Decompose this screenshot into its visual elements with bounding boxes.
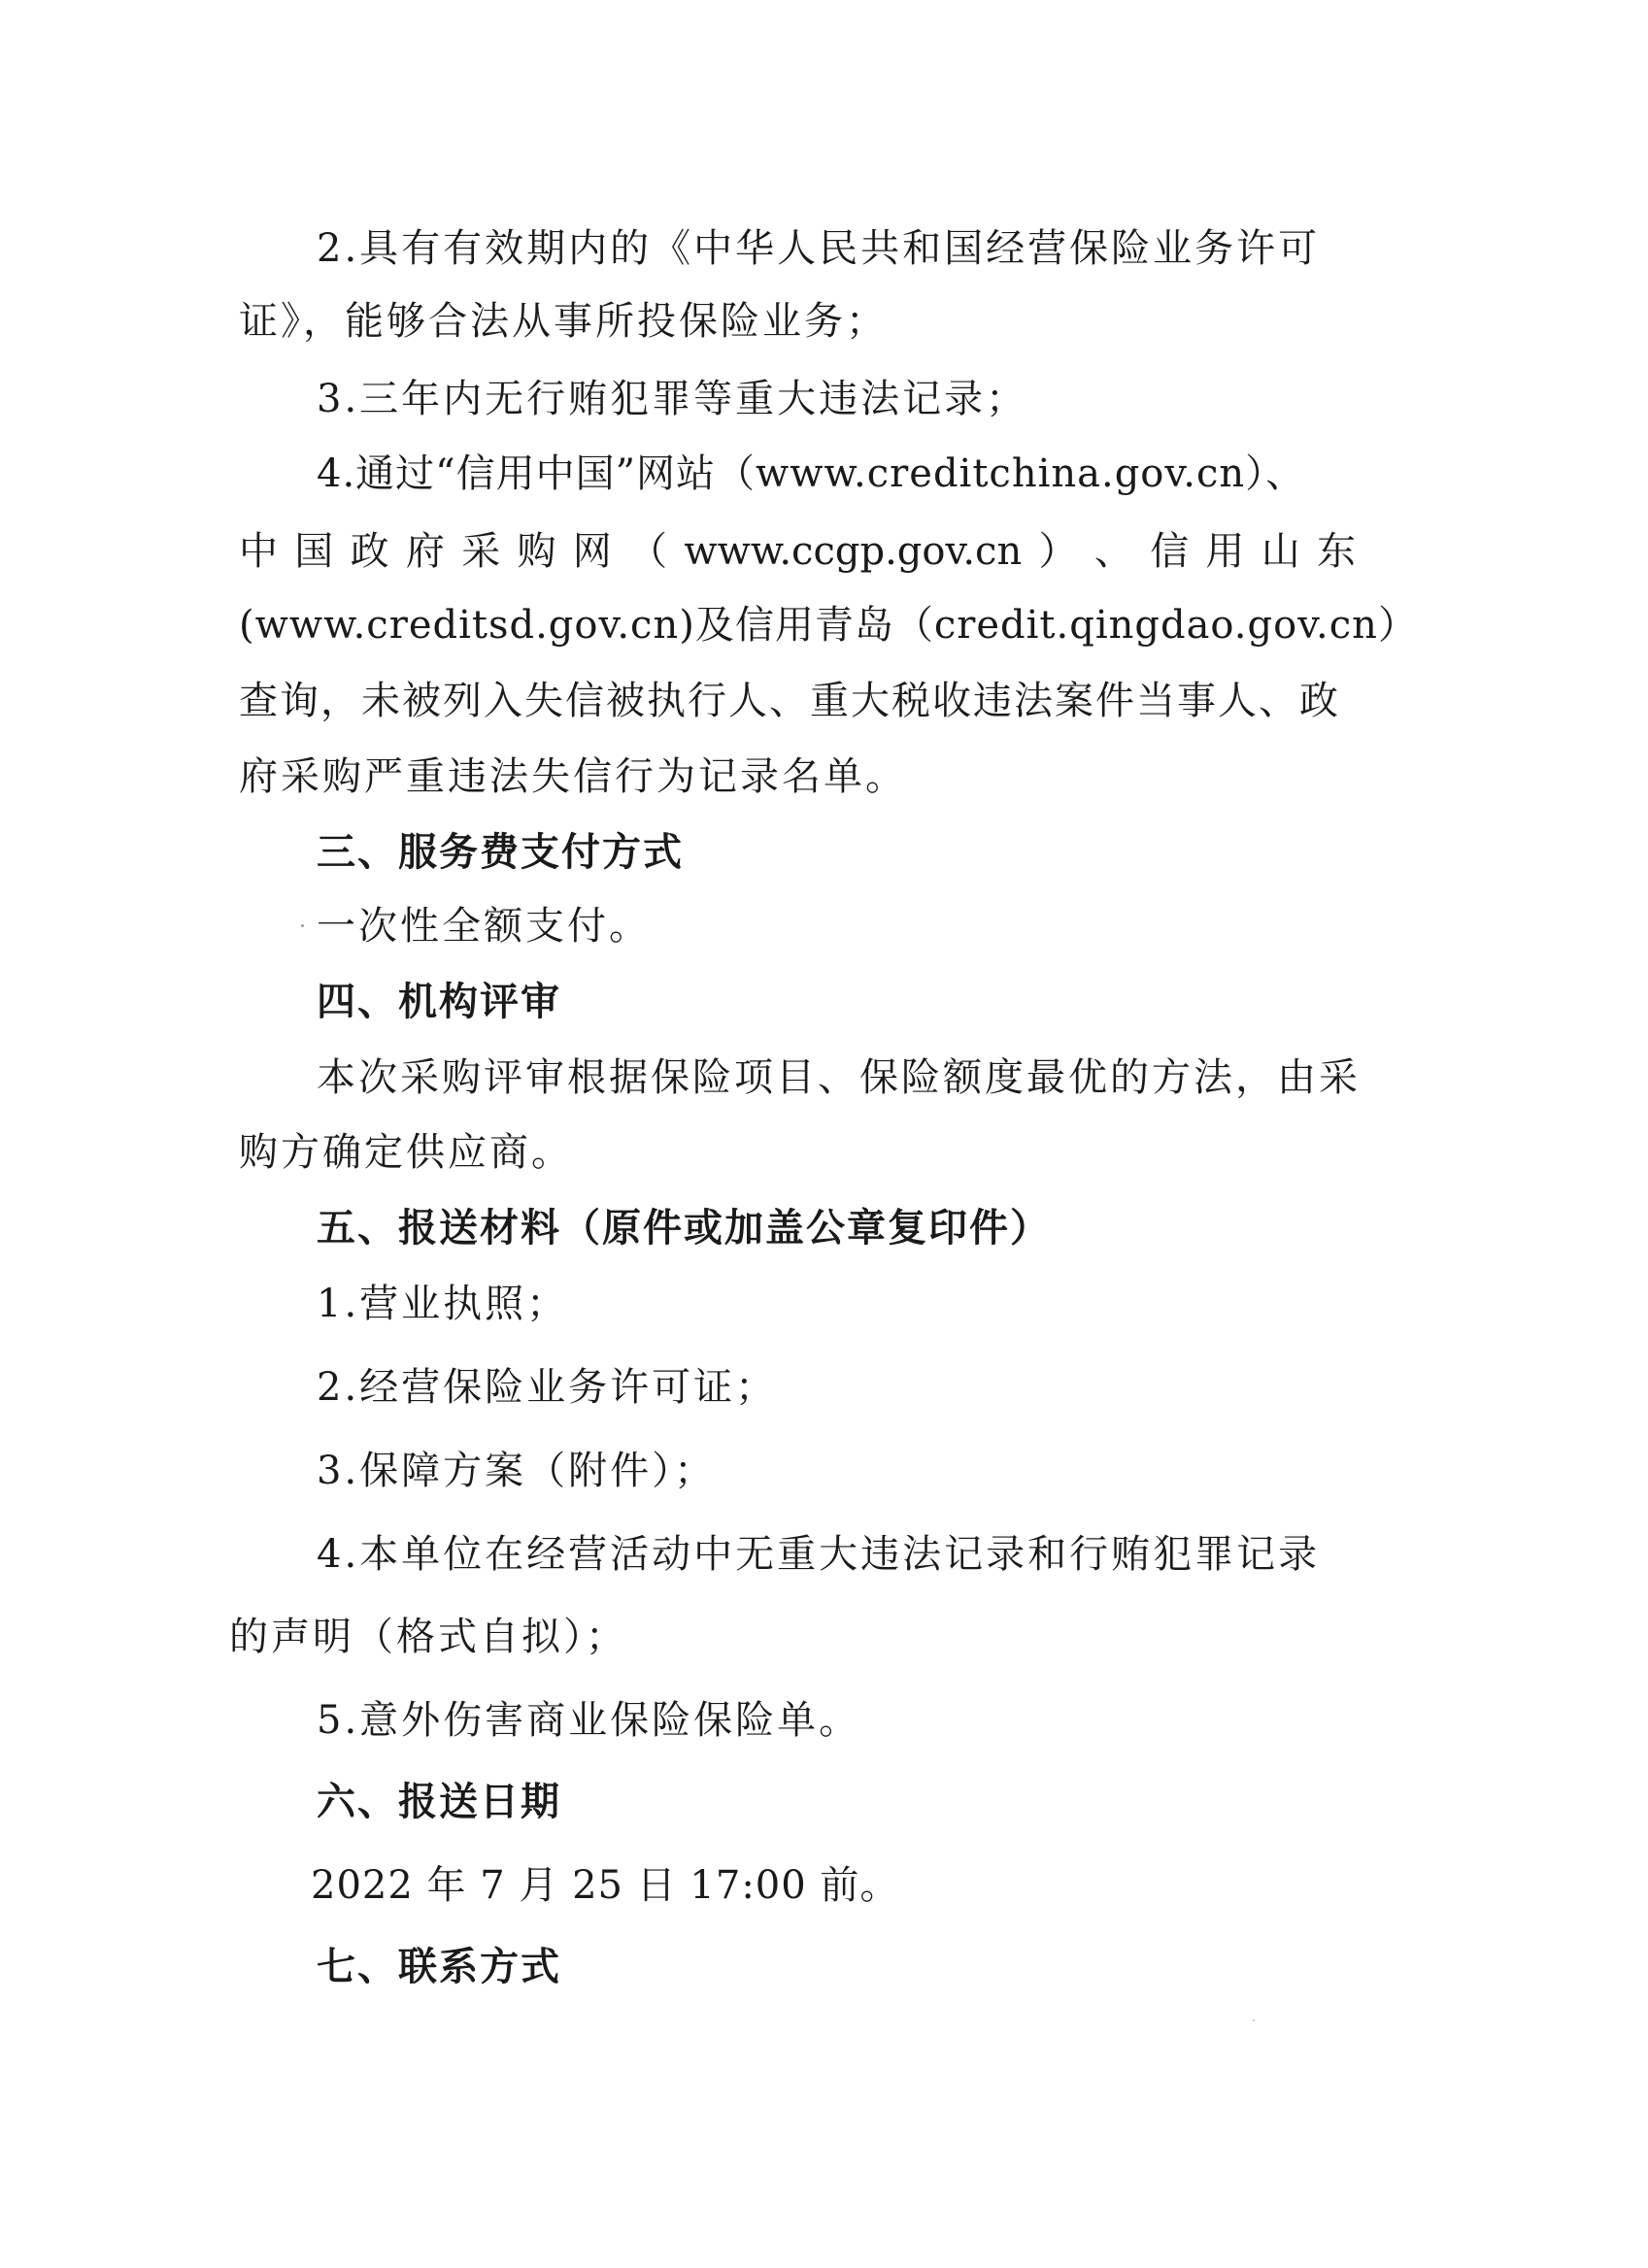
- justified-word: ）: [1038, 529, 1078, 574]
- requirement-item-4-line-5: 府采购严重违法失信行为记录名单。: [239, 754, 907, 799]
- requirement-item-3: 3.三年内无行贿犯罪等重大违法记录；: [317, 377, 1028, 421]
- justified-word: 府: [405, 529, 445, 574]
- requirement-item-2-line-1: 2.具有有效期内的《中华人民共和国经营保险业务许可: [317, 226, 1321, 271]
- scan-speck: [301, 924, 304, 927]
- section-7-heading: 七、联系方式: [317, 1945, 561, 1989]
- requirement-item-4-line-2: [239, 522, 1356, 581]
- justified-word: 采: [461, 529, 501, 574]
- justified-word: 山: [1261, 529, 1300, 574]
- justified-word: 、: [1093, 529, 1133, 574]
- requirement-item-4-line-1: 4.通过“信用中国”网站（www.creditchina.gov.cn）、: [317, 451, 1306, 496]
- section-6-heading: 六、报送日期: [317, 1780, 561, 1824]
- justified-word: 网: [572, 529, 612, 574]
- section-5-item-3: 3.保障方案（附件）；: [317, 1449, 717, 1493]
- section-3-text: 一次性全额支付。: [317, 904, 651, 949]
- justified-word: 中: [239, 529, 278, 574]
- section-5-item-5: 5.意外伤害商业保险保险单。: [317, 1698, 861, 1743]
- justified-word: 东: [1317, 529, 1356, 574]
- section-5-item-4-line-2: 的声明（格式自拟）；: [229, 1615, 627, 1659]
- justified-word: 购: [517, 529, 556, 574]
- justified-word: www.ccgp.gov.cn: [684, 529, 1023, 574]
- section-5-item-2: 2.经营保险业务许可证；: [317, 1365, 778, 1410]
- requirement-item-4-line-4: 查询，未被列入失信被执行人、重大税收违法案件当事人、政: [239, 679, 1340, 723]
- justified-word: 信: [1150, 529, 1190, 574]
- section-5-item-4-line-1: 4.本单位在经营活动中无重大违法记录和行贿犯罪记录: [317, 1532, 1321, 1577]
- justified-word: 国: [294, 529, 334, 574]
- scan-speck: [1253, 2019, 1255, 2021]
- section-4-line-2: 购方确定供应商。: [239, 1130, 573, 1175]
- justified-word: （: [628, 529, 668, 574]
- section-6-text: 2022 年 7 月 25 日 17:00 前。: [311, 1863, 900, 1908]
- section-5-heading: 五、报送材料（原件或加盖公章复印件）: [317, 1206, 1051, 1251]
- section-4-heading: 四、机构评审: [317, 980, 561, 1024]
- section-3-heading: 三、服务费支付方式: [317, 830, 684, 875]
- justified-word: 用: [1205, 529, 1245, 574]
- section-5-item-1: 1.营业执照；: [317, 1282, 569, 1326]
- requirement-item-2-line-2: 证》，能够合法从事所投保险业务；: [239, 299, 888, 344]
- requirement-item-4-line-3: (www.creditsd.gov.cn)及信用青岛（credit.qingdao.gov.cn）: [239, 603, 1418, 648]
- section-4-line-1: 本次采购评审根据保险项目、保险额度最优的方法，由采: [317, 1055, 1361, 1100]
- justified-word: 政: [350, 529, 389, 574]
